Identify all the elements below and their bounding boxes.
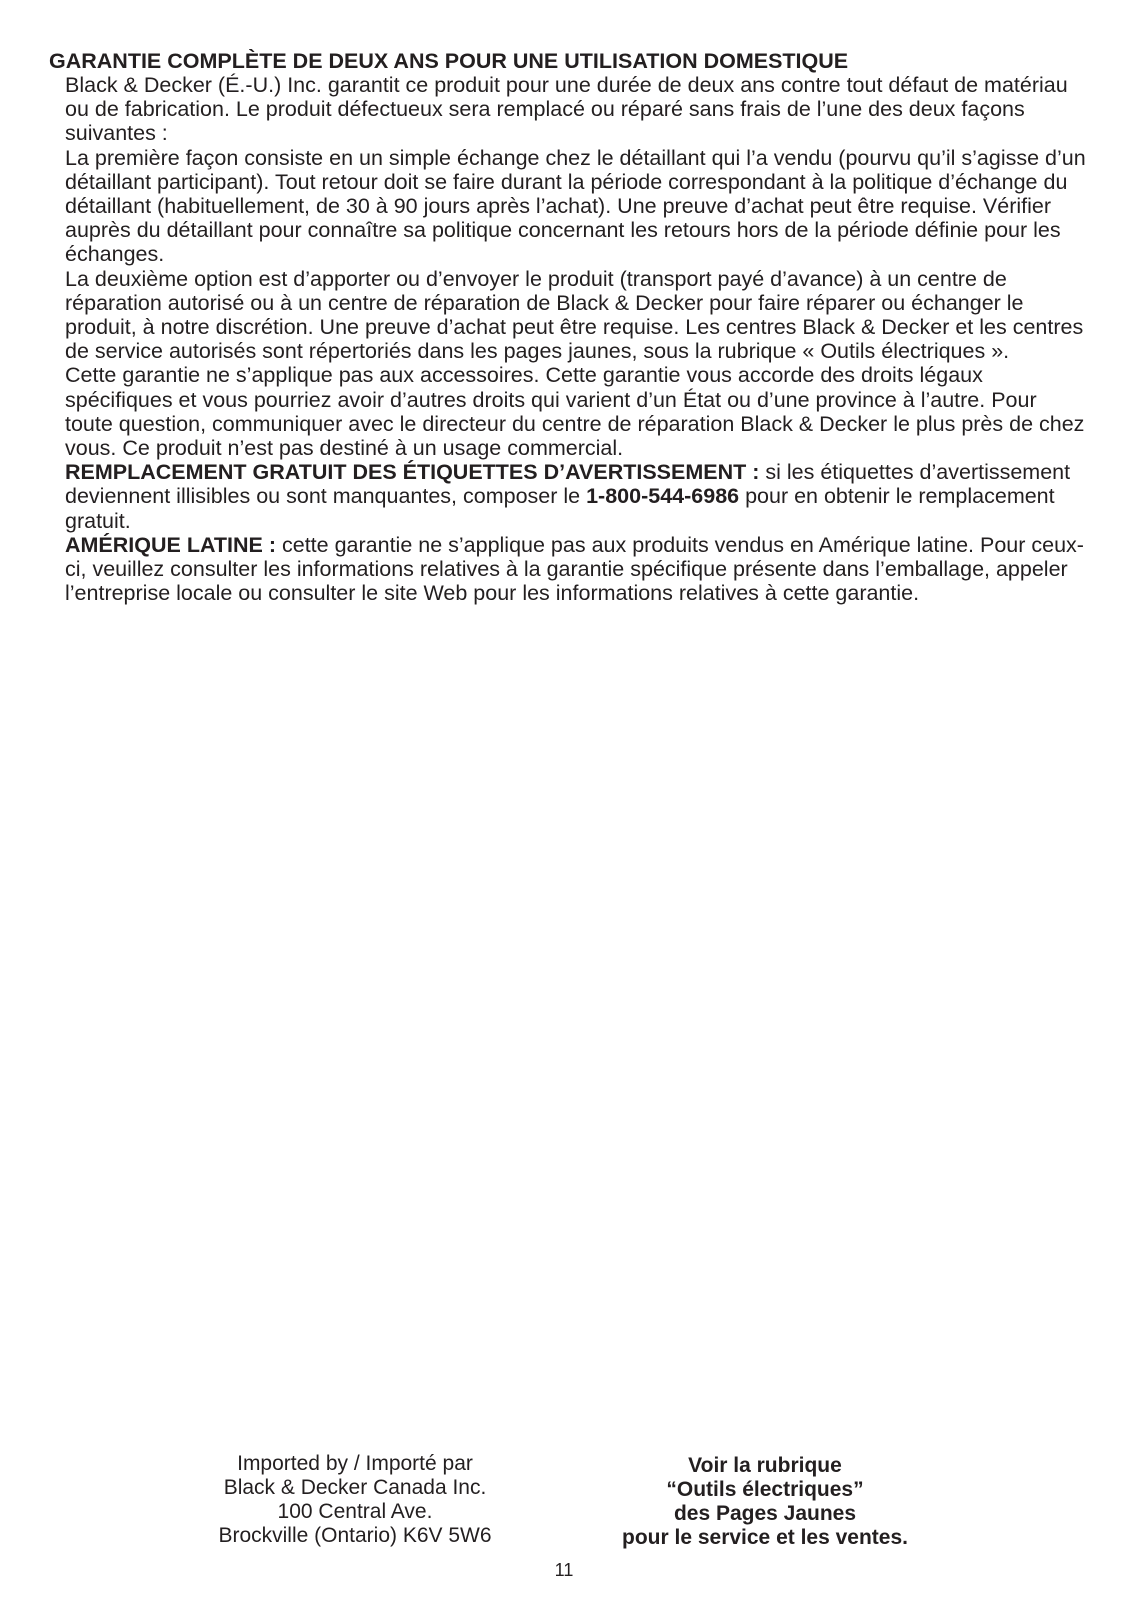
page-number: 11 xyxy=(554,1560,574,1580)
importer-line-1: Imported by / Importé par xyxy=(237,1452,473,1475)
importer-address xyxy=(170,1452,540,1548)
importer-line-4: Brockville (Ontario) K6V 5W6 xyxy=(218,1524,492,1547)
warranty-paragraph-1: Black & Decker (É.-U.) Inc. garantit ce produit pour une durée de deux ans contre tout défaut de matériau ou de fabrication. Le produit défectueux sera remplacé ou réparé sans frais de l’une des deux façons suivantes : xyxy=(65,73,1068,146)
yellow-pages-line-2: “Outils électriques” xyxy=(666,1478,864,1501)
warranty-paragraph-3: La deuxième option est d’apporter ou d’envoyer le produit (transport payé d’avance) à un centre de réparation autorisé ou à un centre de réparation de Black & Decker pour faire réparer ou échanger le produit, à notre discrétion. Une preuve d’achat peut être requise. Les centres Black & Decker et les centres de service autorisés sont répertoriés dans les pages jaunes, sous la rubrique « Outils électriques ». xyxy=(65,266,1084,364)
warranty-paragraph-4: Cette garantie ne s’applique pas aux accessoires. Cette garantie vous accorde des droits légaux spécifiques et vous pourriez avoir d’autres droits qui varient d’un État ou d’une province à l’autre. Pour toute question, communiquer avec le directeur du centre de réparation Black & Decker le plus près de chez vous. Ce produit n’est pas destiné à un usage commercial. xyxy=(65,363,1085,461)
warning-labels-phone: 1-800-544-6986 xyxy=(586,484,740,509)
yellow-pages-line-4: pour le service et les ventes. xyxy=(622,1526,908,1549)
warning-labels-heading: REMPLACEMENT GRATUIT DES ÉTIQUETTES D’AVERTISSEMENT : xyxy=(65,460,760,485)
warranty-title: GARANTIE COMPLÈTE DE DEUX ANS POUR UNE UTILISATION DOMESTIQUE xyxy=(49,49,849,73)
warning-labels-text-a: si les étiquettes d’avertissement deviennent illisibles ou sont manquantes, composer le xyxy=(65,460,1071,509)
yellow-pages-note xyxy=(580,1454,950,1550)
latin-america-paragraph xyxy=(65,533,1089,606)
importer-line-2: Black & Decker Canada Inc. xyxy=(223,1476,487,1499)
warning-labels-text-b: pour en obtenir le remplacement gratuit. xyxy=(65,484,1055,533)
importer-line-3: 100 Central Ave. xyxy=(277,1500,433,1523)
yellow-pages-line-1: Voir la rubrique xyxy=(688,1454,842,1477)
warranty-section xyxy=(49,49,1089,605)
latin-america-text: cette garantie ne s’applique pas aux produits vendus en Amérique latine. Pour ceux-ci, veuillez consulter les informations relatives à la garantie spécifique présente dans l’emballage, appeler l’entreprise locale ou consulter le site Web pour les informations relatives à cette garantie. xyxy=(65,532,1084,606)
warning-labels-paragraph xyxy=(65,460,1089,533)
latin-america-heading: AMÉRIQUE LATINE : xyxy=(65,532,277,557)
warranty-paragraph-2: La première façon consiste en un simple échange chez le détaillant qui l’a vendu (pourvu qu’il s’agisse d’un détaillant participant). Tout retour doit se faire durant la période correspondant à la politique d’échange du détaillant (habituellement, de 30 à 90 jours après l’achat). Une preuve d’achat peut être requise. Vérifier auprès du détaillant pour connaître sa politique concernant les retours hors de la période définie pour les échanges. xyxy=(65,145,1086,267)
yellow-pages-line-3: des Pages Jaunes xyxy=(673,1502,857,1525)
